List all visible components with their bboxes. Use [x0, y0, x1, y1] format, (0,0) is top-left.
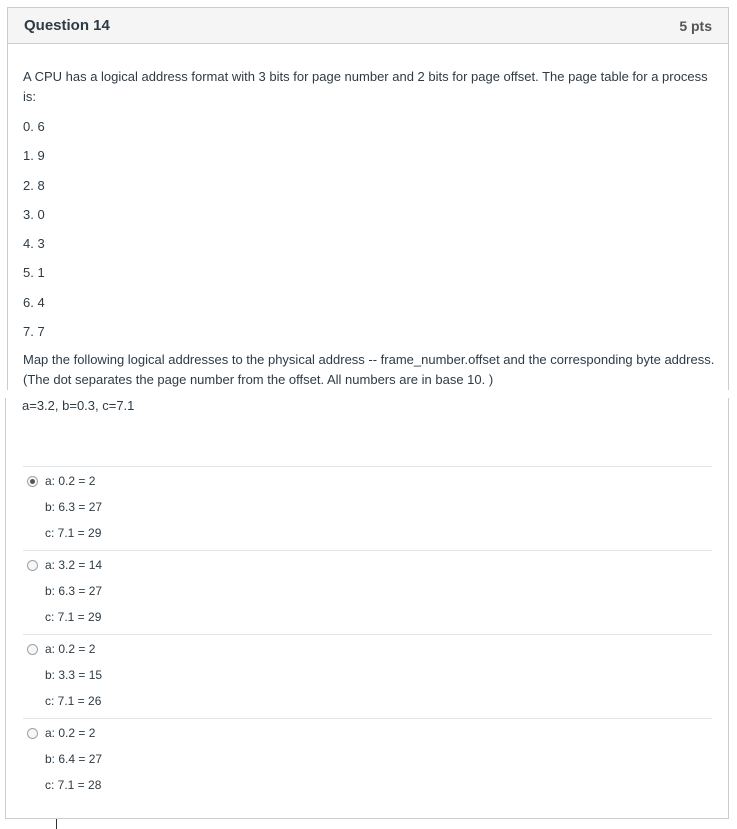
mapping-instructions: Map the following logical addresses to the physical address -- frame_number.offset and the corresponding byte address. (The dot separates the page number from the offset. All numbers are in base 10. ) — [23, 352, 715, 387]
answer-option-4-line-a[interactable]: a: 0.2 = 2 — [45, 726, 96, 740]
answer-radio-4[interactable] — [27, 728, 38, 739]
page-table-entry: 2. 8 — [23, 178, 45, 193]
answer-option-4-line-c[interactable]: c: 7.1 = 28 — [45, 778, 102, 792]
answer-option-1-line-b[interactable]: b: 6.3 = 27 — [45, 500, 103, 514]
answer-option-4-line-b[interactable]: b: 6.4 = 27 — [45, 752, 103, 766]
page-table-entry: 7. 7 — [23, 324, 45, 339]
text-cursor-mark — [56, 819, 57, 829]
answer-option-1-line-c[interactable]: c: 7.1 = 29 — [45, 526, 102, 540]
answer-option-3-line-b[interactable]: b: 3.3 = 15 — [45, 668, 103, 682]
answer-option-2-line-a[interactable]: a: 3.2 = 14 — [45, 558, 103, 572]
page-table-entry: 0. 6 — [23, 119, 45, 134]
option-divider — [23, 550, 712, 551]
page-table-entry: 1. 9 — [23, 148, 45, 163]
page-table-entry: 6. 4 — [23, 295, 45, 310]
page-table-entry: 3. 0 — [23, 207, 45, 222]
answer-radio-1[interactable] — [27, 476, 38, 487]
answer-option-3-line-a[interactable]: a: 0.2 = 2 — [45, 642, 96, 656]
answer-option-2-line-c[interactable]: c: 7.1 = 29 — [45, 610, 102, 624]
logical-address-values: a=3.2, b=0.3, c=7.1 — [22, 398, 135, 413]
question-card-bottom — [5, 398, 729, 819]
option-divider — [23, 718, 712, 719]
question-points: 5 pts — [679, 18, 712, 34]
answer-option-3-line-c[interactable]: c: 7.1 = 26 — [45, 694, 102, 708]
question-title: Question 14 — [24, 17, 110, 34]
option-divider — [23, 634, 712, 635]
page-table-entry: 5. 1 — [23, 265, 45, 280]
answer-radio-3[interactable] — [27, 644, 38, 655]
answer-option-2-line-b[interactable]: b: 6.3 = 27 — [45, 584, 103, 598]
page-table-entry: 4. 3 — [23, 236, 45, 251]
question-header — [8, 8, 728, 44]
question-card-top — [7, 7, 729, 390]
question-stem: A CPU has a logical address format with 3 bits for page number and 2 bits for page offset. The page table for a process is: — [23, 69, 708, 104]
option-divider — [23, 466, 712, 467]
answer-option-1-line-a[interactable]: a: 0.2 = 2 — [45, 474, 96, 488]
answer-radio-2[interactable] — [27, 560, 38, 571]
